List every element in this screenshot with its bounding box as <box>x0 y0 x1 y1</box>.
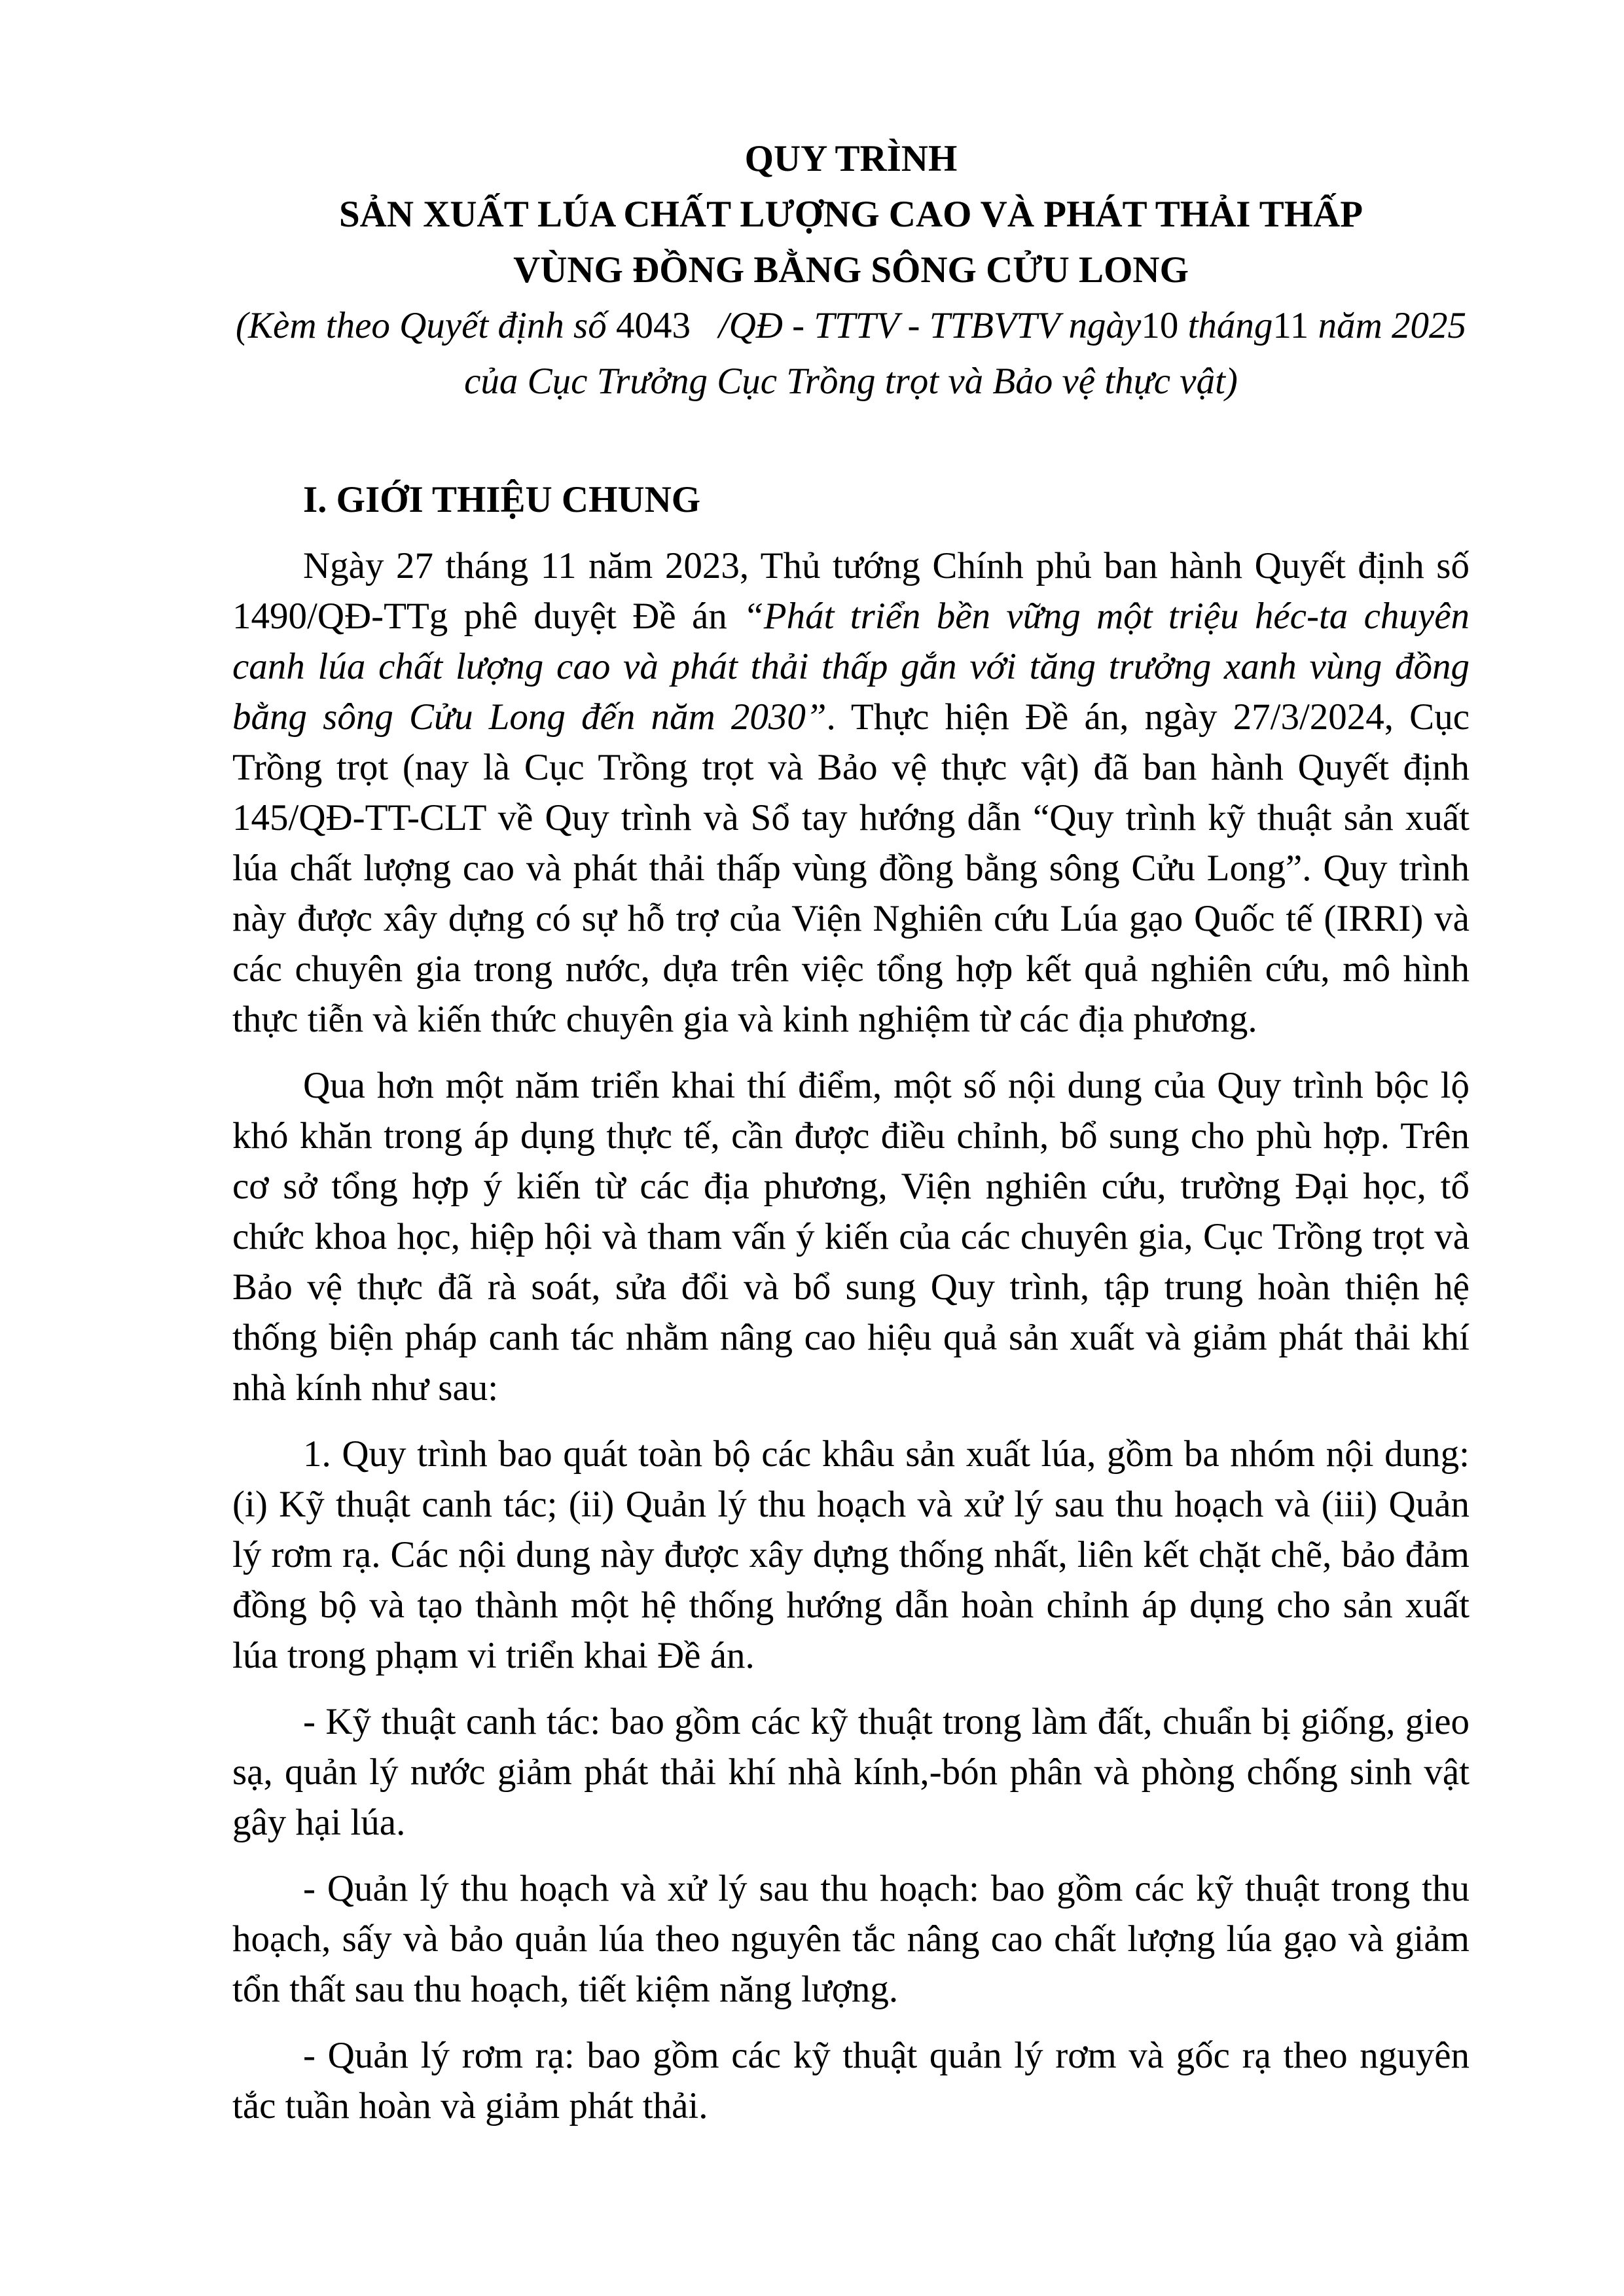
bullet-paragraph-3 <box>232 2030 1479 2131</box>
subtitle-text: /QĐ - TTTV - TTBVTV ngày <box>690 305 1142 346</box>
subtitle-text: năm 2025 <box>1308 305 1466 346</box>
month-number: 11 <box>1272 305 1309 346</box>
body-text: 1. Quy trình bao quát toàn bộ các khâu sản xuất lúa, gồm ba nhóm nội dung: (i) Kỹ thuật canh tác; (ii) Quản lý thu hoạch và xử lý sau thu hoạch và (iii) Quản lý rơm rạ. Các nội dung này được xây dựng thống nhất, liên kết chặt chẽ, bảo đảm đồng bộ và tạo thành một hệ thống hướng dẫn hoàn chỉnh áp dụng cho sản xuất lúa trong phạm vi triển khai Đề án. <box>232 1433 1479 1676</box>
title-text: VÙNG ĐỒNG BẰNG SÔNG CỬU LONG <box>513 249 1189 291</box>
body-text: - Quản lý rơm rạ: bao gồm các kỹ thuật quản lý rơm và gốc rạ theo nguyên tắc tuần hoàn và giảm phát thải. <box>232 2035 1479 2126</box>
title-text: QUY TRÌNH <box>744 138 958 179</box>
heading-text: I. GIỚI THIỆU CHUNG <box>303 479 701 520</box>
body-text: Qua hơn một năm triển khai thí điểm, một số nội dung của Quy trình bộc lộ khó khăn trong áp dụng thực tế, cần được điều chỉnh, bổ sung cho phù hợp. Trên cơ sở tổng hợp ý kiến từ các địa phương, Viện nghiên cứu, trường Đại học, tổ chức khoa học, hiệp hội và tham vấn ý kiến của các chuyên gia, Cục Trồng trọt và Bảo vệ thực đã rà soát, sửa đổi và bổ sung Quy trình, tập trung hoàn thiện hệ thống biện pháp canh tác nhằm nâng cao hiệu quả sản xuất và giảm phát thải khí nhà kính như sau: <box>232 1065 1479 1408</box>
title-line-3 <box>232 242 1470 298</box>
paragraph-2 <box>232 1060 1479 1413</box>
body-text: Ngày 27 tháng 11 năm 2023, Thủ tướng Chính phủ ban hành Quyết định số 1490/QĐ-TTg phê duyệt Đề án <box>232 545 1479 637</box>
decision-number: 4043 <box>615 305 691 346</box>
title-line-1 <box>232 131 1470 187</box>
body-text: - Quản lý thu hoạch và xử lý sau thu hoạch: bao gồm các kỹ thuật trong thu hoạch, sấy và bảo quản lúa theo nguyên tắc nâng cao chất lượng lúa gạo và giảm tổn thất sau thu hoạch, tiết kiệm năng lượng. <box>232 1868 1479 2010</box>
body-text: . Thực hiện Đề án, ngày 27/3/2024, Cục Trồng trọt (nay là Cục Trồng trọt và Bảo vệ thực vật) đã ban hành Quyết định 145/QĐ-TT-CLT về Quy trình và Sổ tay hướng dẫn “Quy trình kỹ thuật sản xuất lúa chất lượng cao và phát thải thấp vùng đồng bằng sông Cửu Long”. Quy trình này được xây dựng có sự hỗ trợ của Viện Nghiên cứu Lúa gạo Quốc tế (IRRI) và các chuyên gia trong nước, dựa trên việc tổng hợp kết quả nghiên cứu, mô hình thực tiễn và kiến thức chuyên gia và kinh nghiệm từ các địa phương. <box>232 696 1479 1040</box>
section-heading <box>232 475 1470 525</box>
subtitle-text: tháng <box>1178 305 1273 346</box>
title-text: SẢN XUẤT LÚA CHẤT LƯỢNG CAO VÀ PHÁT THẢI THẤP <box>338 194 1363 235</box>
title-line-2 <box>232 187 1470 242</box>
document-body <box>232 131 1479 2131</box>
subtitle-line-2 <box>232 353 1470 409</box>
paragraph-3 <box>232 1429 1479 1681</box>
body-text-italic: “Phát triển bền vững một triệu héc-ta chuyên canh lúa chất lượng cao và phát thải thấp gắn với tăng trưởng xanh vùng đồng bằng sông Cửu Long đến năm 2030” <box>232 596 1479 738</box>
subtitle-text: (Kèm theo Quyết định số <box>236 305 616 346</box>
bullet-paragraph-1 <box>232 1696 1479 1848</box>
paragraph-1 <box>232 541 1479 1045</box>
subtitle-line-1 <box>232 298 1470 353</box>
day-number: 10 <box>1141 305 1179 346</box>
body-text: - Kỹ thuật canh tác: bao gồm các kỹ thuật trong làm đất, chuẩn bị giống, gieo sạ, quản lý nước giảm phát thải khí nhà kính,-bón phân và phòng chống sinh vật gây hại lúa. <box>232 1701 1479 1843</box>
bullet-paragraph-2 <box>232 1863 1479 2015</box>
subtitle-text: của Cục Trưởng Cục Trồng trọt và Bảo vệ thực vật) <box>464 361 1238 402</box>
